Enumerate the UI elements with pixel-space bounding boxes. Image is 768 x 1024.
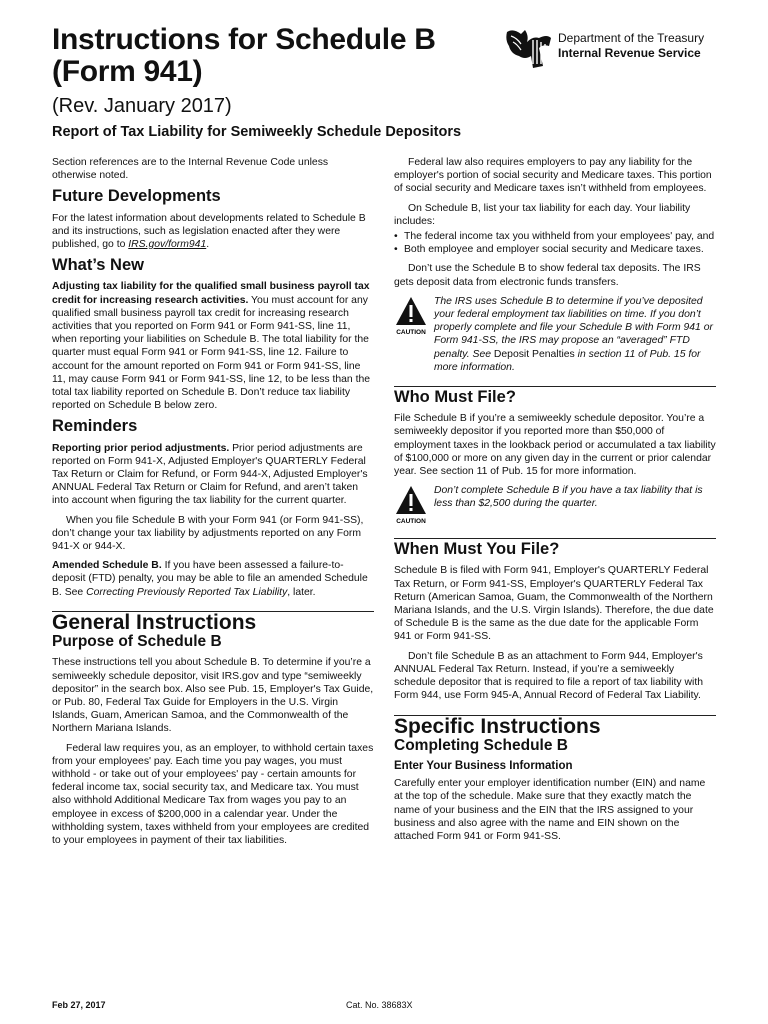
section-divider [394,538,716,539]
future-developments-text: For the latest information about developments related to Schedule B and its instructions, such as legislation enacted after they were published, go to IRS.gov/form941. [52,212,366,251]
who-must-file-text: File Schedule B if you’re a semiweekly schedule depositor. You’re a semiweekly depositor if you reported more than $50,000 of employment taxes in the lookback period or accumulated a tax liability of $100,000 or more on any given day in the current or prior calendar year. See section 11 of Pub. 15 for more information. [394,413,716,478]
liability-list [394,230,716,256]
whats-new-text: Adjusting tax liability for the qualified small business payroll tax credit for increasing research activities. You must account for any qualified small business payroll tax credit for increasing research activities that you reported on Form 941 or Form 941-SS, line 11, when reporting your liabilities on Schedule B. The total liability for the quarter must equal Form 941 or Form 941-SS, line 12. Failure to account for the amount reported on Form 941 or Form 941-SS, line 11, may cause Form 941 or Form 941-SS, line 12, to be less than the total tax liability reported on Schedule B. Don’t reduce tax liability reported on Schedule B below zero. [52,281,371,412]
svg-text:CAUTION: CAUTION [396,328,426,336]
agency-department: Department of the Treasury [558,31,705,45]
reminders-text-2: When you file Schedule B with your Form 941 (or Form 941-SS), don’t change your tax liability by adjustments reported on any Form 941-X or 944-X. [52,514,364,553]
completing-schedule-b-heading: Completing Schedule B [394,736,568,754]
caution-text-2: Don’t complete Schedule B if you have a tax liability that is less than $2,500 during the quarter. [434,485,703,510]
irs-eagle-logo-icon [503,26,553,72]
purpose-text: These instructions tell you about Schedule B. To determine if you’re a semiweekly schedule depositor, visit IRS.gov and type “semiweekly depositor” in the search box. Also see Pub. 15, Employer's Tax Guide, or Pub. 80, Federal Tax Guide for Employers in the U.S. Virgin Islands, Guam, American Samoa, and the Commonwealth of the Northern Mariana Islands. [52,657,374,735]
list-item: • Both employee and employer social security and Medicare taxes. [394,244,704,256]
document-subtitle: Report of Tax Liability for Semiweekly Schedule Depositors [52,124,462,140]
document-title [52,24,492,88]
left-column [52,156,374,853]
amended-text: Amended Schedule B. If you have been assessed a failure-to-deposit (FTD) penalty, you may be able to file an amended Schedule B. See Correcting Previously Reported Tax Liability, later. [52,560,368,598]
svg-text:CAUTION: CAUTION [396,518,426,526]
irs-form941-link[interactable]: IRS.gov/form941 [128,239,207,251]
footer-catalog-number: Cat. No. 38683X [346,1000,413,1010]
caution-box-1 [394,295,716,374]
reminders-heading: Reminders [52,417,138,436]
title-line-1: Instructions for Schedule B [52,23,436,56]
who-must-file-heading: Who Must File? [394,388,516,407]
title-line-2: (Form 941) [52,55,203,88]
agency-name [558,31,704,61]
when-must-you-file-text-2: Don’t file Schedule B as an attachment to Form 944, Employer's ANNUAL Federal Tax Return. Instead, if you’re a semiweekly schedule depositor that is required to file a report of tax liability with Form 944, use Form 945-A, Annual Record of Federal Tax Liability. [394,650,703,702]
when-must-you-file-heading: When Must You File? [394,540,560,559]
list-item: • The federal income tax you withheld from your employees' pay, and [394,231,715,243]
reminders-text: Reporting prior period adjustments. Prior period adjustments are reported on Form 941-X, Adjusted Employer's QUARTERLY Federal Tax Return or Claim for Refund, or Form 944-X, Adjusted Employer's ANNUAL Federal Tax Return or Claim for Refund, and aren’t taken into account when figuring the tax liability for the current quarter. [52,442,368,507]
employer-portion-text: Federal law also requires employers to pay any liability for the employer's portion of social security and Medicare taxes. This portion of social security and Medicare taxes isn’t withheld from employees. [394,157,712,195]
enter-business-info-text: Carefully enter your employer identification number (EIN) and name at the top of the schedule. Make sure that they exactly match the name of your business and the EIN that the IRS assigned to your business and also agree with the name and EIN shown on the attached Form 941 or Form 941-SS. [394,778,706,842]
purpose-heading: Purpose of Schedule B [52,633,222,651]
purpose-text-2: Federal law requires you, as an employer, to withhold certain taxes from your employees' pay. Each time you pay wages, you must withhold - or take out of your employees' pay - certain amounts for federal income tax, social security tax, and Medicare tax. You must also withhold Additional Medicare Tax from wages you pay to an employee in excess of $200,000 in a calendar year. Under the withholding system, taxes withheld from your employees are credited to your employees in payment of their tax liabilities. [52,742,374,846]
deposits-text: Don’t use the Schedule B to show federal tax deposits. The IRS gets deposit data from electronic funds transfers. [394,263,701,288]
specific-instructions-heading: Specific Instructions [394,714,601,738]
intro-text: Section references are to the Internal Revenue Code unless otherwise noted. [52,157,329,182]
list-liability-text: On Schedule B, list your tax liability for each day. Your liability includes: [394,202,691,227]
revision-date: (Rev. January 2017) [52,95,232,117]
whats-new-heading: What’s New [52,256,144,275]
agency-service: Internal Revenue Service [558,46,701,60]
footer-date: Feb 27, 2017 [52,1000,106,1010]
enter-business-info-heading: Enter Your Business Information [394,759,573,772]
future-developments-heading: Future Developments [52,187,221,206]
section-divider [394,386,716,387]
caution-box-2 [394,484,716,526]
caution-icon [394,484,428,526]
general-instructions-heading: General Instructions [52,610,257,634]
caution-text-1: The IRS uses Schedule B to determine if you’ve deposited your federal employment tax liabilities on time. If you don’t properly complete and file your Schedule B with Form 941 or Form 941-SS, the IRS may propose an “averaged” FTD penalty. See Deposit Penalties in section 11 of Pub. 15 for more information. [434,295,713,373]
right-column [394,156,716,849]
when-must-you-file-text: Schedule B is filed with Form 941, Employer's QUARTERLY Federal Tax Return, or Form 941-SS, Employer's QUARTERLY Federal Tax Return (American Samoa, Guam, the Commonwealth of the Northern Mariana Islands, and the U.S. Virgin Islands). Therefore, the due date of Schedule B is the same as the due date for the applicable Form 941 or Form 941-SS. [394,565,714,643]
caution-icon [394,295,428,337]
